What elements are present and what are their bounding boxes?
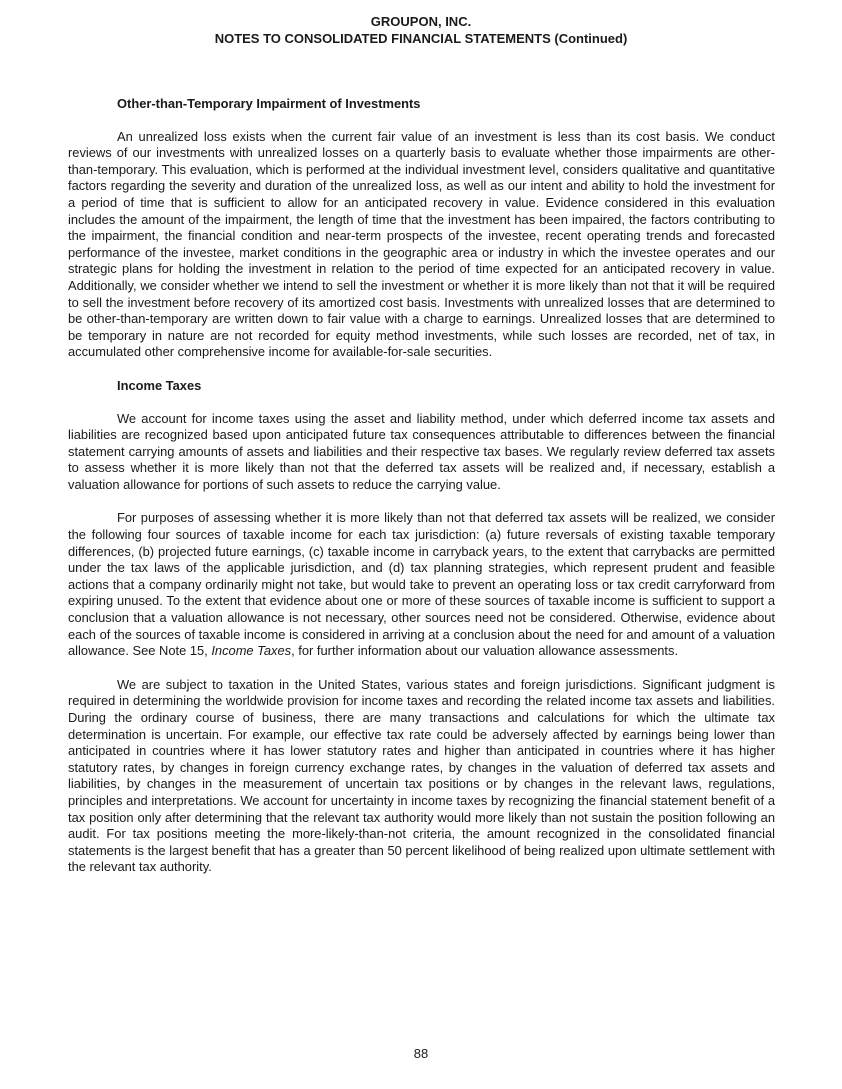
page-header [0, 13, 842, 47]
note-reference: Income Taxes [211, 643, 292, 659]
document-body [68, 96, 775, 893]
paragraph-text: For purposes of assessing whether it is more likely than not that deferred tax assets will be realized, we consider the following four sources of taxable income for each tax jurisdiction: (a) future reversals of existing taxable temporary differences, (b) projected future earnings, (c) taxable income in carryback years, to the extent that carrybacks are permitted under the tax laws of the applicable jurisdiction, and (d) tax planning strategies, which represent prudent and feasible actions that a company ordinarily might not take, but would take to prevent an operating loss or tax credit carryforward from expiring unused. To the extent that evidence about one or more of these sources of taxable income is sufficient to support a conclusion that a valuation allowance is not necessary, other sources need not be considered. Otherwise, evidence about each of the sources of taxable income is considered in arriving at a conclusion about the need for and amount of a valuation allowance. See Note 15, [68, 510, 775, 659]
paragraph-text: , for further information about our valuation allowance assessments. [291, 643, 679, 659]
paragraph-income-taxes-2 [68, 510, 775, 659]
section-heading-income-taxes: Income Taxes [117, 377, 202, 393]
paragraph-income-taxes-3: We are subject to taxation in the United States, various states and foreign jurisdictions. Significant judgment is required in determining the worldwide provision for income taxes and recording the related income tax assets and liabilities. During the ordinary course of business, there are many transactions and calculations for which the ultimate tax determination is uncertain. For example, our effective tax rate could be adversely affected by earnings being lower than anticipated in countries where it has lower statutory rates and higher than anticipated in countries where it has higher statutory rates, by changes in foreign currency exchange rates, by changes in the valuation of deferred tax assets and liabilities, by changes in the measurement of uncertain tax positions or by changes in the relevant laws, regulations, principles and interpretations. We account for uncertainty in income taxes by recognizing the financial statement benefit of a tax position only after determining that the relevant tax authority would more likely than not sustain the position following an audit. For tax positions meeting the more-likely-than-not criteria, the amount recognized in the consolidated financial statements is the largest benefit that has a greater than 50 percent likelihood of being realized upon ultimate settlement with the relevant tax authority. [68, 676, 775, 875]
paragraph-income-taxes-1: We account for income taxes using the asset and liability method, under which deferred income tax assets and liabilities are recognized based upon anticipated future tax consequences attributable to differences between the financial statement carrying amounts of assets and liabilities and their respective tax bases. We regularly review deferred tax assets to assess whether it is more likely than not that the deferred tax assets will be realized and, if necessary, establish a valuation allowance for portions of such assets to reduce the carrying value. [68, 410, 775, 492]
company-name: GROUPON, INC. [370, 14, 472, 29]
page-number: 88 [413, 1046, 429, 1061]
section-heading-impairment: Other-than-Temporary Impairment of Investments [117, 96, 421, 111]
paragraph-impairment: An unrealized loss exists when the current fair value of an investment is less than its cost basis. We conduct reviews of our investments with unrealized losses on a quarterly basis to evaluate whether those impairments are other-than-temporary. This evaluation, which is performed at the individual investment level, considers qualitative and quantitative factors regarding the severity and duration of the unrealized loss, as well as our intent and ability to hold the investment for a period of time that is sufficient to allow for an anticipated recovery in value. Evidence considered in this evaluation includes the amount of the impairment, the length of time that the investment has been impaired, the factors contributing to the impairment, the financial condition and near-term prospects of the investee, recent operating trends and forecasted performance of the investee, market conditions in the geographic area or industry in which the investee operates and our strategic plans for holding the investment in relation to the period of time expected for an anticipated recovery in value. Additionally, we consider whether we intend to sell the investment or whether it is more likely than not that it will be required to sell the investment before recovery of its amortized cost basis. Investments with unrealized losses that are determined to be other-than-temporary are written down to fair value with a charge to earnings. Unrealized losses that are determined to be temporary in nature are not recorded for equity method investments, while such losses are recorded, net of tax, in accumulated other comprehensive income for available-for-sale securities. [68, 128, 775, 360]
page-subtitle: NOTES TO CONSOLIDATED FINANCIAL STATEMENTS (Continued) [214, 31, 628, 46]
